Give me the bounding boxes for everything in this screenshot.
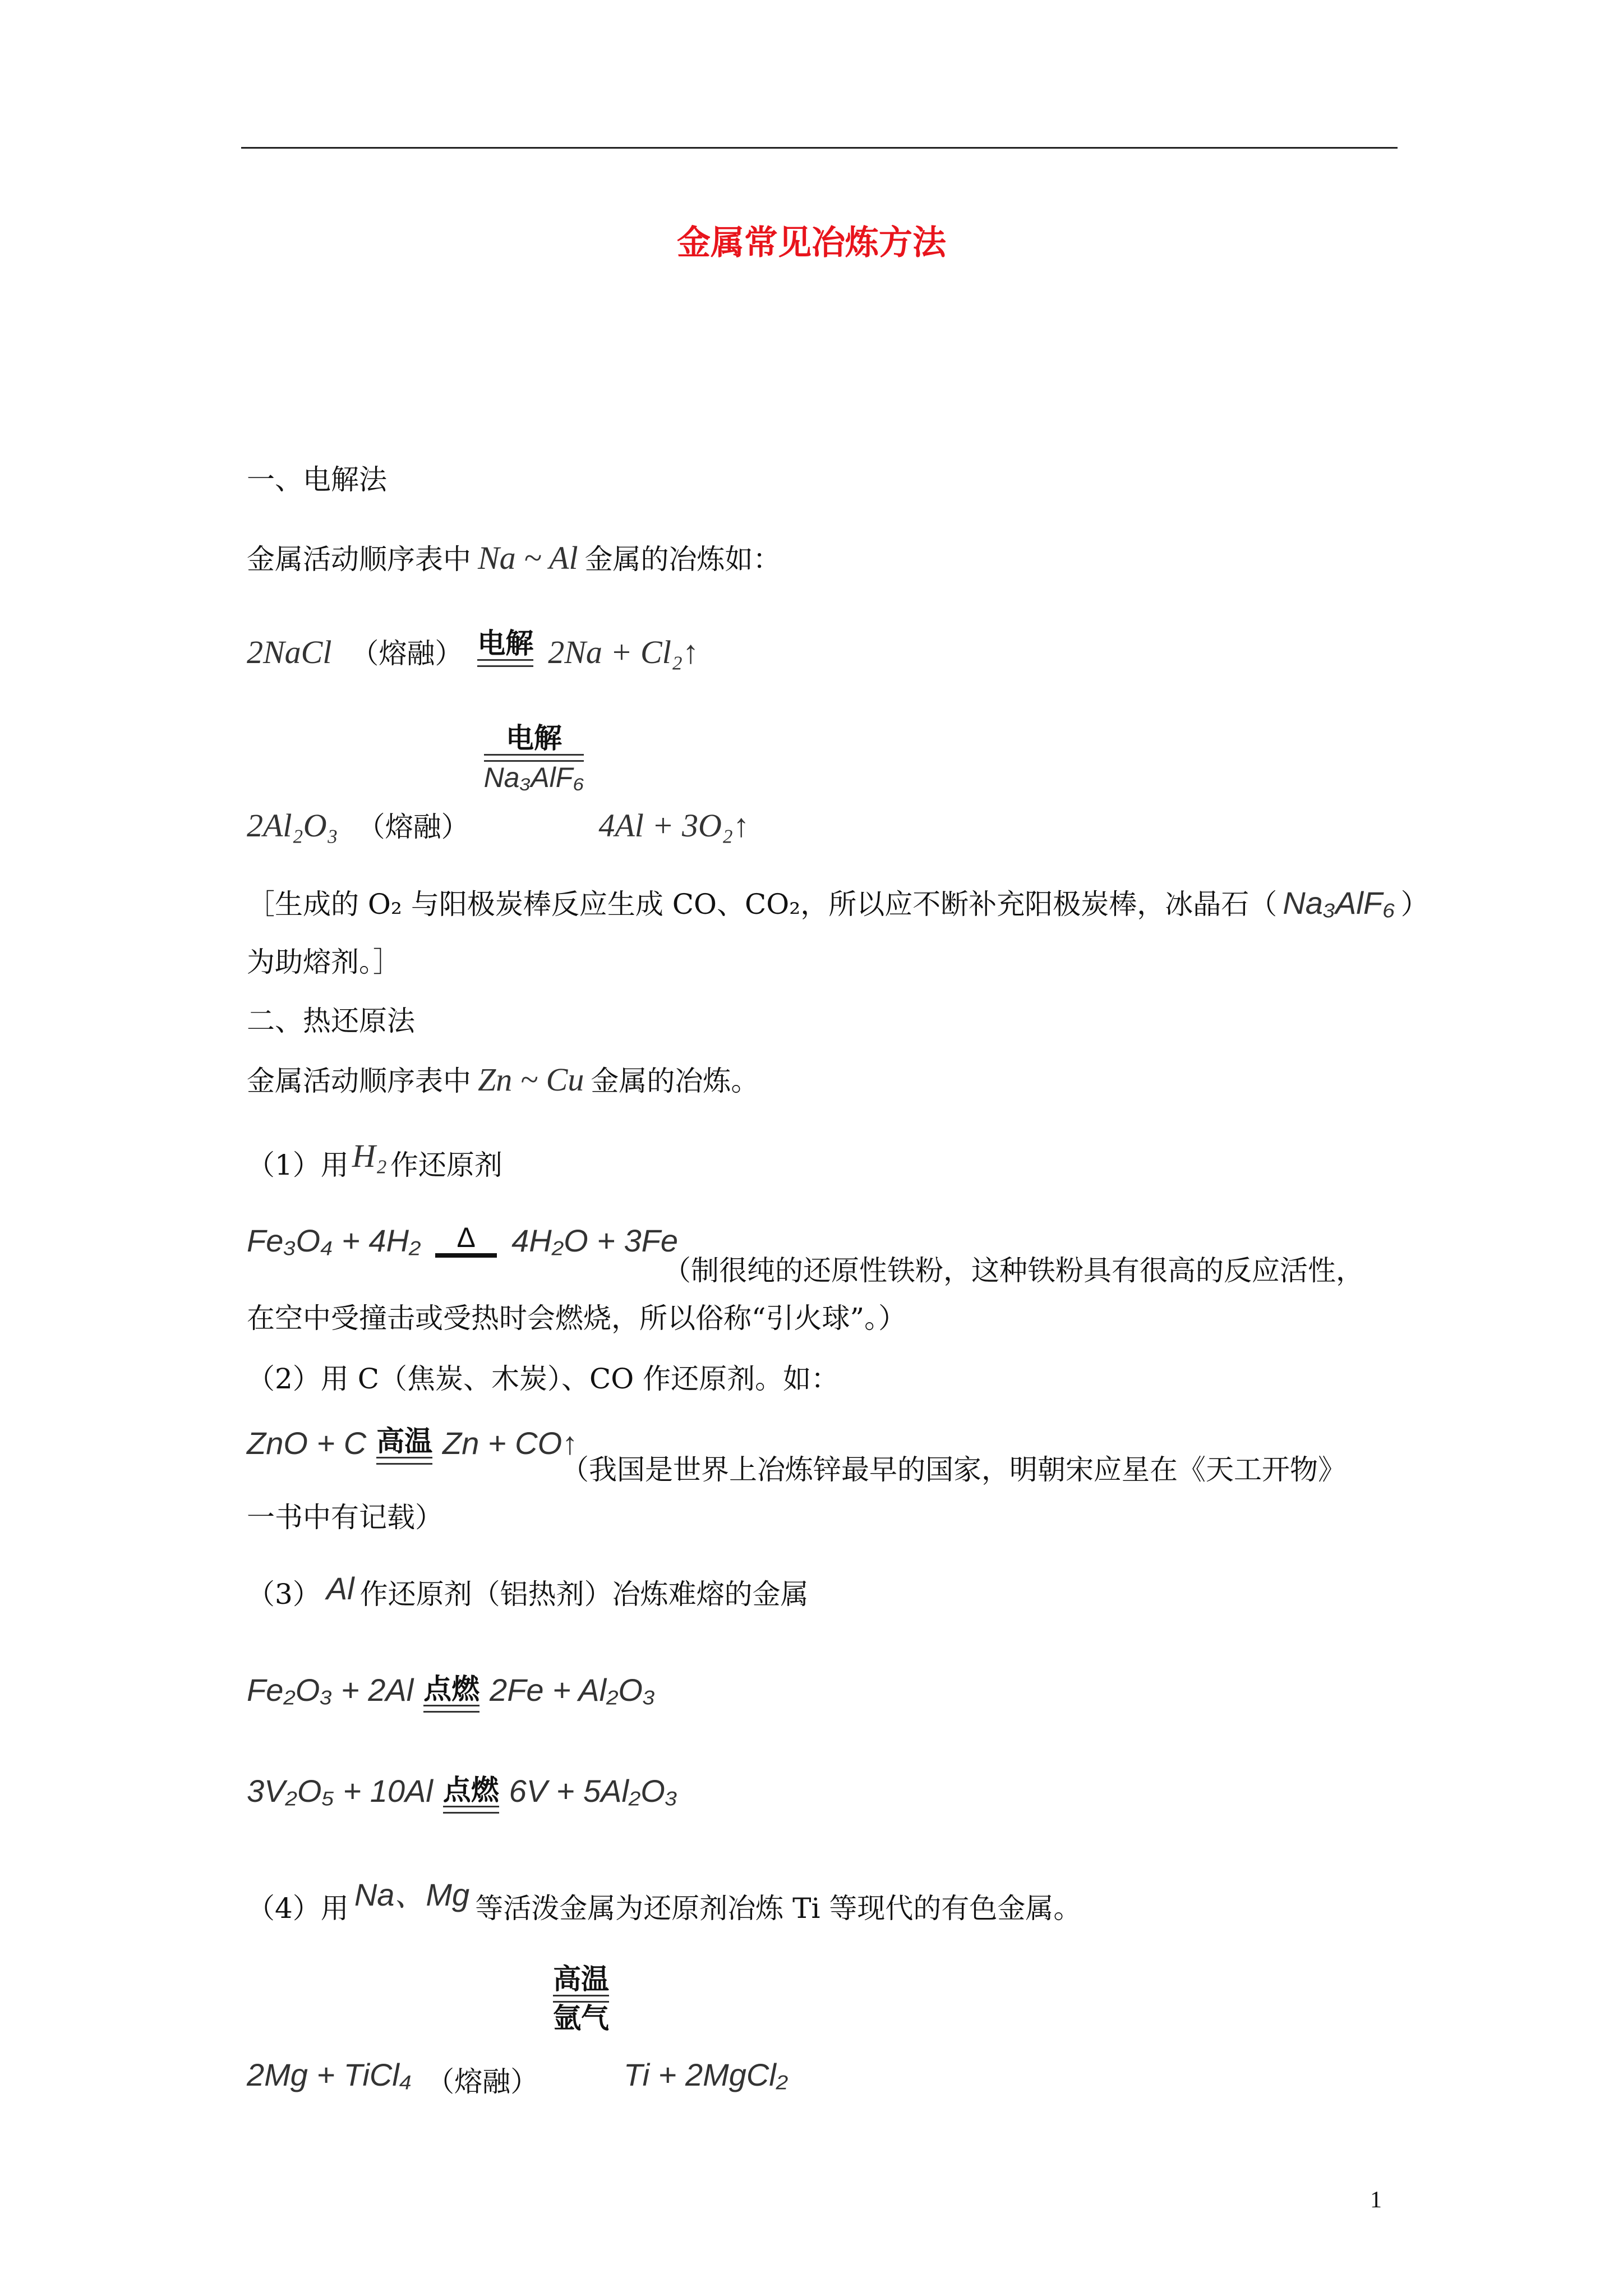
eq6-condition bbox=[443, 1774, 499, 1814]
s1-intro-text-b: 金属的冶炼如： bbox=[584, 543, 781, 576]
page-number: 1 bbox=[1370, 2187, 1382, 2213]
s2-intro-range: Zn ~ Cu bbox=[478, 1061, 584, 1098]
s2-item-4-label-a: （4）用 bbox=[247, 1892, 349, 1925]
equation-al2o3-electrolysis bbox=[247, 723, 750, 844]
s2-item-1 bbox=[247, 1138, 502, 1182]
section-heading-thermal-reduction: 二、热还原法 bbox=[247, 1005, 415, 1037]
eq7-state: （熔融） bbox=[426, 2065, 539, 2098]
eq3-note-line1: （制很纯的还原性铁粉，这种铁粉具有很高的反应活性， bbox=[663, 1254, 1364, 1287]
s1-intro-text-a: 金属活动顺序表中 bbox=[247, 543, 471, 576]
eq7-right: Ti + 2MgCl₂ bbox=[623, 2057, 789, 2092]
eq6-left: 3V₂O₅ + 10Al bbox=[247, 1773, 433, 1809]
eq4-condition-label: 高温 bbox=[376, 1425, 433, 1457]
s2-item-3-label-b: 作还原剂（铝热剂）冶炼难熔的金属 bbox=[359, 1578, 809, 1611]
eq1-condition-label: 电解 bbox=[477, 628, 534, 659]
eq5-condition bbox=[423, 1673, 479, 1713]
s2-intro-text-a: 金属活动顺序表中 bbox=[247, 1065, 471, 1097]
s2-item-3-label-a: （3） bbox=[247, 1578, 321, 1611]
s2-item-4-label-b: 等活泼金属为还原剂冶炼 Ti 等现代的有色金属。 bbox=[475, 1892, 1082, 1925]
eq4-condition bbox=[376, 1425, 432, 1465]
header-rule bbox=[241, 147, 1398, 149]
section-heading-electrolysis: 一、电解法 bbox=[247, 463, 387, 496]
s1-note-line2: 为助熔剂。］ bbox=[247, 946, 401, 978]
eq3-right: 4H₂O + 3Fe bbox=[511, 1223, 678, 1258]
eq2-condition-bottom: Na₃AlF₆ bbox=[483, 762, 584, 793]
s1-note-formula: Na₃AlF₆ bbox=[1283, 885, 1395, 921]
equation-nacl-electrolysis bbox=[247, 628, 699, 670]
s1-intro-range: Na ~ Al bbox=[478, 540, 578, 576]
eq7-double-bar bbox=[553, 1995, 609, 2003]
eq5-right: 2Fe + Al₂O₃ bbox=[490, 1672, 656, 1708]
equation-fe2o3-al bbox=[247, 1669, 655, 1708]
s1-intro bbox=[247, 541, 781, 576]
eq3-note-line2: 在空中受撞击或受热时会燃烧，所以俗称“引火球”。） bbox=[247, 1302, 907, 1335]
page-title: 金属常见冶炼方法 bbox=[677, 223, 946, 263]
eq5-double-bar bbox=[423, 1705, 479, 1713]
s2-item-3 bbox=[247, 1571, 809, 1611]
eq5-condition-label: 点燃 bbox=[423, 1673, 480, 1705]
eq2-left: 2Al₂O₃ bbox=[247, 807, 338, 844]
s2-item-4-reagent: Na、Mg bbox=[354, 1877, 470, 1912]
eq1-double-bar bbox=[477, 659, 533, 667]
eq5-left: Fe₂O₃ + 2Al bbox=[247, 1672, 414, 1708]
eq6-right: 6V + 5Al₂O₃ bbox=[509, 1773, 678, 1809]
eq1-state: （熔融） bbox=[351, 637, 463, 670]
eq6-condition-label: 点燃 bbox=[442, 1774, 499, 1806]
eq7-left: 2Mg + TiCl₄ bbox=[247, 2057, 412, 2092]
s1-note-line1 bbox=[247, 886, 1429, 921]
s2-item-3-reagent: Al bbox=[326, 1571, 354, 1606]
eq3-condition-label: Δ bbox=[457, 1222, 476, 1253]
eq7-condition bbox=[553, 1963, 609, 2034]
eq2-state: （熔融） bbox=[357, 811, 469, 843]
eq7-condition-bottom: 氩气 bbox=[553, 2003, 610, 2034]
s1-note-text-a: ［生成的 O₂ 与阳极炭棒反应生成 CO、CO₂，所以应不断补充阳极炭棒，冰晶石（ bbox=[247, 888, 1278, 921]
equation-mg-ticl4 bbox=[247, 1963, 789, 2098]
s2-intro bbox=[247, 1063, 759, 1098]
equation-fe3o4-h2 bbox=[247, 1223, 678, 1259]
eq2-right: 4Al + 3O₂↑ bbox=[598, 807, 750, 844]
eq3-left: Fe₃O₄ + 4H₂ bbox=[247, 1223, 421, 1258]
eq1-left: 2NaCl bbox=[247, 634, 332, 670]
s2-item-2: （2）用 C（焦炭、木炭）、CO 作还原剂。如： bbox=[247, 1363, 840, 1395]
eq4-left: ZnO + C bbox=[247, 1425, 367, 1461]
s2-item-1-label-b: 作还原剂 bbox=[390, 1149, 502, 1181]
equation-v2o5-al bbox=[247, 1770, 677, 1809]
eq4-note-line2: 一书中有记载） bbox=[247, 1501, 443, 1534]
eq4-double-bar bbox=[376, 1457, 432, 1465]
eq7-condition-top: 高温 bbox=[553, 1963, 610, 1995]
eq3-condition bbox=[435, 1222, 497, 1258]
eq2-condition-top: 电解 bbox=[506, 723, 562, 754]
s2-item-1-reagent: H₂ bbox=[352, 1138, 387, 1174]
eq4-right: Zn + CO↑ bbox=[442, 1425, 578, 1461]
s2-intro-text-b: 金属的冶炼。 bbox=[591, 1065, 759, 1097]
eq1-condition bbox=[477, 628, 533, 667]
s2-item-4 bbox=[247, 1877, 1082, 1925]
eq4-note-line1: （我国是世界上冶炼锌最早的国家，明朝宋应星在《天工开物》 bbox=[561, 1453, 1346, 1486]
s1-note-text-b: ） bbox=[1400, 888, 1429, 921]
eq1-right: 2Na + Cl₂↑ bbox=[548, 634, 699, 670]
eq6-double-bar bbox=[443, 1806, 499, 1814]
s2-item-1-label-a: （1）用 bbox=[247, 1149, 349, 1181]
equation-zno-c bbox=[247, 1422, 578, 1461]
eq3-bar bbox=[435, 1253, 497, 1258]
eq2-double-bar bbox=[484, 754, 584, 762]
eq2-condition bbox=[484, 723, 584, 793]
